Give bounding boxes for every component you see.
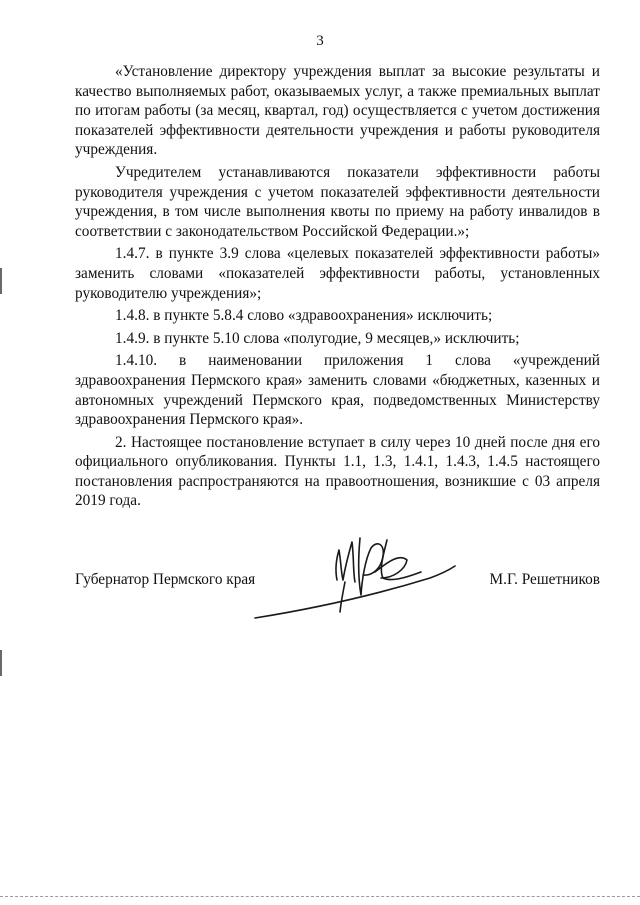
scan-bottom-edge [0, 896, 640, 897]
handwritten-signature [225, 520, 465, 630]
paragraph-item-1-4-10: 1.4.10. в наименовании приложения 1 слова «учреждений здравоохранения Пермского края» заменить словами «бюджетных, казенных и автономных учреждений Пермского края, подведомственных Министерству здравоохранения Пермского края». [75, 352, 600, 429]
scan-edge-mark [0, 650, 2, 676]
signature-block [75, 560, 600, 630]
scan-edge-mark [0, 268, 2, 294]
paragraph-effective-date: 2. Настоящее постановление вступает в силу через 10 дней после дня его официального опубликования. Пункты 1.1, 1.3, 1.4.1, 1.4.3, 1.4.5 настоящего постановления распространяются на правоотношения, возникшие с 03 апреля 2019 года. [75, 433, 600, 510]
signatory-position: Губернатор Пермского края [75, 571, 256, 588]
signatory-name: М.Г. Решетников [489, 571, 600, 588]
paragraph-founder-indicators: Учредителем устанавливаются показатели эффективности работы руководителя учреждения с учетом показателей эффективности деятельности учреждения, в том числе выполнения квоты по приему на работу инвалидов в соответствии с законодательством Российской Федерации.»; [75, 163, 600, 240]
paragraph-premium-payments: «Установление директору учреждения выплат за высокие результаты и качество выполняемых работ, оказываемых услуг, а также премиальных выплат по итогам работы (за месяц, квартал, год) осуществляется с учетом достижения показателей эффективности деятельности учреждения и работы руководителя учреждения. [75, 63, 600, 159]
paragraph-item-1-4-7: 1.4.7. в пункте 3.9 слова «целевых показателей эффективности работы» заменить словами «показателей эффективности работы, установленных руководителю учреждения»; [75, 245, 600, 302]
paragraph-item-1-4-8: 1.4.8. в пункте 5.8.4 слово «здравоохранения» исключить; [115, 307, 493, 325]
paragraph-item-1-4-9: 1.4.9. в пункте 5.10 слова «полугодие, 9 месяцев,» исключить; [115, 329, 520, 347]
document-body [75, 62, 600, 511]
page-number: 3 [316, 33, 324, 49]
